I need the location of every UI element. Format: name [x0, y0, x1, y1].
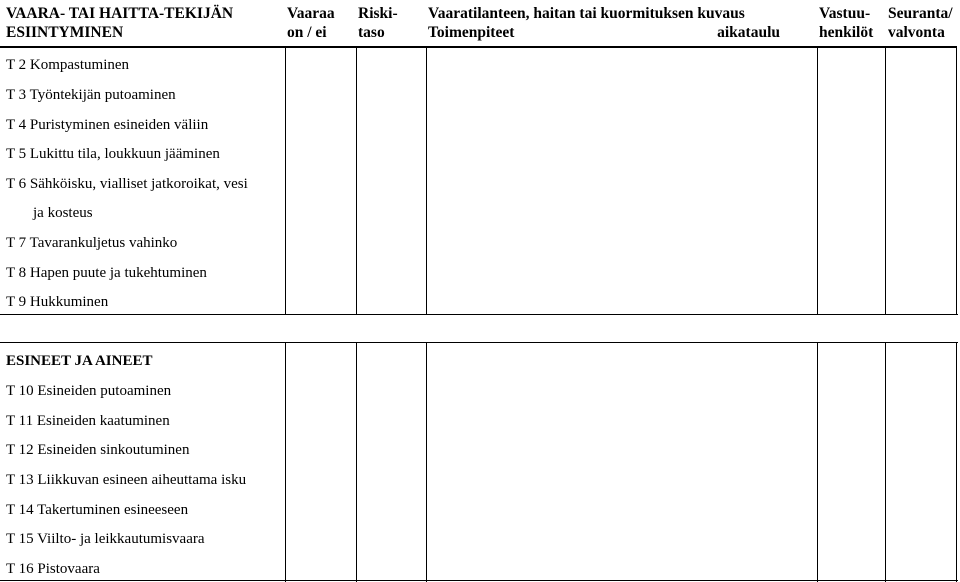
table-row-label: T 11 Esineiden kaatuminen — [6, 413, 170, 429]
column-divider — [285, 46, 286, 315]
header-measures: Toimenpiteet — [428, 24, 515, 41]
column-divider — [426, 342, 427, 582]
header-hazard-occurrence — [6, 4, 233, 42]
header-monitoring-line1: Seuranta/ — [888, 5, 953, 22]
table-row-label: T 4 Puristyminen esineiden väliin — [6, 117, 209, 133]
table-row-label: T 15 Viilto- ja leikkautumisvaara — [6, 531, 205, 547]
header-responsible — [819, 4, 873, 42]
column-divider — [956, 342, 957, 582]
header-hazard-present — [287, 4, 335, 42]
table-row-label: T 14 Takertuminen esineeseen — [6, 502, 189, 518]
column-divider — [426, 46, 427, 315]
table-row-label: T 5 Lukittu tila, loukkuun jääminen — [6, 146, 220, 162]
column-divider — [956, 46, 957, 315]
column-divider — [817, 46, 818, 315]
table-bottom-border — [0, 580, 958, 581]
header-responsible-line2: henkilöt — [819, 24, 874, 41]
column-divider — [285, 342, 286, 582]
header-schedule: aikataulu — [717, 24, 780, 41]
column-divider — [356, 46, 357, 315]
table-row-label: T 10 Esineiden putoaminen — [6, 383, 172, 399]
header-description — [428, 4, 780, 42]
header-monitoring-line2: valvonta — [888, 24, 945, 41]
table-row-label: T 9 Hukkuminen — [6, 294, 109, 310]
header-risk-line2: taso — [358, 24, 385, 41]
table-row-label: T 8 Hapen puute ja tukehtuminen — [6, 265, 207, 281]
table-row-label: T 12 Esineiden sinkoutuminen — [6, 442, 190, 458]
table-bottom-border — [0, 314, 958, 315]
table-row-label: T 3 Työntekijän putoaminen — [6, 87, 176, 103]
table-row-label: T 7 Tavarankuljetus vahinko — [6, 235, 178, 251]
header-risk-level — [358, 4, 398, 42]
table-row-label: ja kosteus — [33, 205, 93, 221]
table-row-label: T 13 Liikkuvan esineen aiheuttama isku — [6, 472, 247, 488]
header-responsible-line1: Vastuu- — [819, 5, 871, 22]
header-hazard-line2: ESIINTYMINEN — [6, 24, 124, 41]
header-risk-line1: Riski- — [358, 5, 398, 22]
header-monitoring — [888, 4, 953, 42]
header-present-line1: Vaaraa — [287, 5, 335, 22]
table-row-label: T 2 Kompastuminen — [6, 57, 130, 73]
table-row-label: T 16 Pistovaara — [6, 561, 100, 577]
column-divider — [817, 342, 818, 582]
header-present-line2: on / ei — [287, 24, 327, 41]
section-heading: ESINEET JA AINEET — [6, 353, 153, 369]
header-description-line1: Vaaratilanteen, haitan tai kuormituksen kuvaus — [428, 5, 745, 22]
header-hazard-line1: VAARA- TAI HAITTA-TEKIJÄN — [6, 5, 234, 22]
column-divider — [356, 342, 357, 582]
column-divider — [885, 342, 886, 582]
column-divider — [885, 46, 886, 315]
table-row-label: T 6 Sähköisku, vialliset jatkoroikat, vesi — [6, 176, 248, 192]
